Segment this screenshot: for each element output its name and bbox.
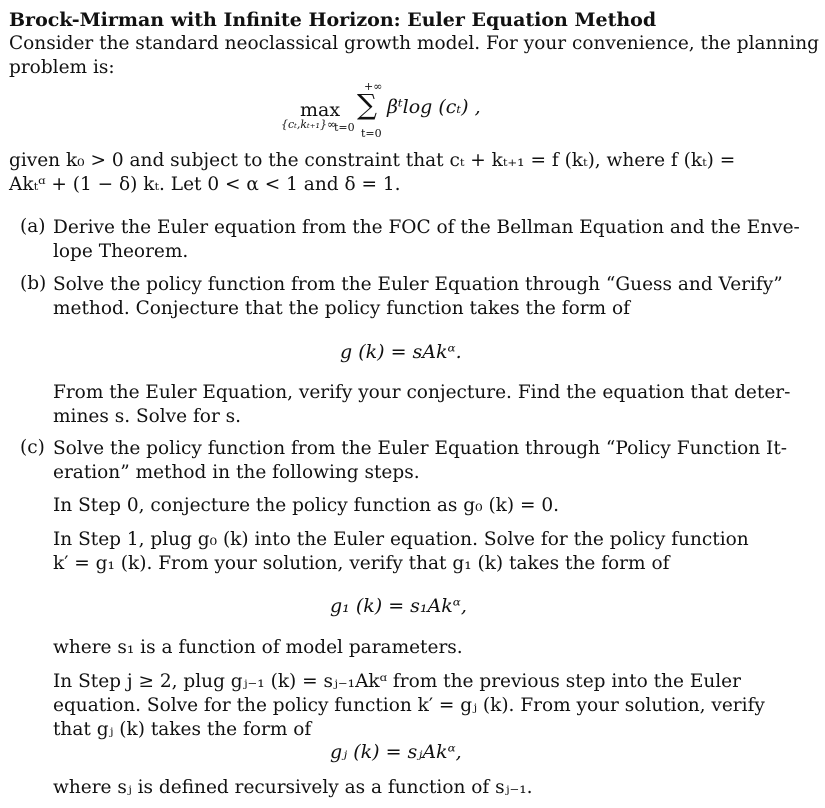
item-text-line: method. Conjecture that the policy function takes the form of [53,298,630,319]
step-j-text: that gⱼ (k) takes the form of [53,719,312,740]
policy-equation-step-1: g₁ (k) = s₁Akᵅ, [330,595,467,617]
given-line-2: Akₜᵅ + (1 − δ) kₜ. Let 0 < α < 1 and δ = 1. [9,174,401,195]
item-label: (c) [20,437,45,458]
max-operator: max [300,99,341,121]
objective-body: βᵗlog (cₜ) , [387,96,481,118]
policy-equation-step-j: gⱼ (k) = sⱼAkᵅ, [330,741,462,763]
intro-line-1: Consider the standard neoclassical growth model. For your convenience, the planning [9,33,820,54]
sum-upper-limit: +∞ [364,80,383,93]
where-s1-text: where s₁ is a function of model parameters. [53,637,463,658]
step-j-text: equation. Solve for the policy function k′ = gⱼ (k). From your solution, verify [53,695,765,716]
item-label: (b) [20,273,47,294]
given-line-1: given k₀ > 0 and subject to the constraint that cₜ + kₜ₊₁ = f (kₜ), where f (kₜ) = [9,150,736,171]
sum-lower-limit: t=0 [361,127,382,140]
step-1-text: In Step 1, plug g₀ (k) into the Euler equation. Solve for the policy function [53,529,749,550]
item-text-line: From the Euler Equation, verify your conjecture. Find the equation that deter- [53,382,791,403]
step-1-text: k′ = g₁ (k). From your solution, verify that g₁ (k) takes the form of [53,553,670,574]
item-text-line: eration” method in the following steps. [53,462,420,483]
step-j-text: In Step j ≥ 2, plug gⱼ₋₁ (k) = sⱼ₋₁Akᵅ from the previous step into the Euler [53,671,741,692]
item-text-line: mines s. Solve for s. [53,406,242,427]
max-subscript: {cₜ,kₜ₊₁}∞ [281,118,337,131]
where-sj-text: where sⱼ is defined recursively as a function of sⱼ₋₁. [53,777,533,798]
step-0-text: In Step 0, conjecture the policy function as g₀ (k) = 0. [53,495,560,516]
max-subscript-index: t=0 [334,121,355,134]
item-label: (a) [20,216,46,237]
item-text-line: Solve the policy function from the Euler Equation through “Guess and Verify” [53,274,783,295]
item-text-line: lope Theorem. [53,241,189,262]
item-text-line: Derive the Euler equation from the FOC of the Bellman Equation and the Enve- [53,217,800,238]
sum-symbol: ∑ [357,88,377,121]
item-text-line: Solve the policy function from the Euler Equation through “Policy Function It- [53,438,788,459]
intro-line-2: problem is: [9,57,115,78]
document-title: Brock-Mirman with Infinite Horizon: Euler Equation Method [9,9,657,31]
policy-equation-b: g (k) = sAkᵅ. [340,341,462,363]
